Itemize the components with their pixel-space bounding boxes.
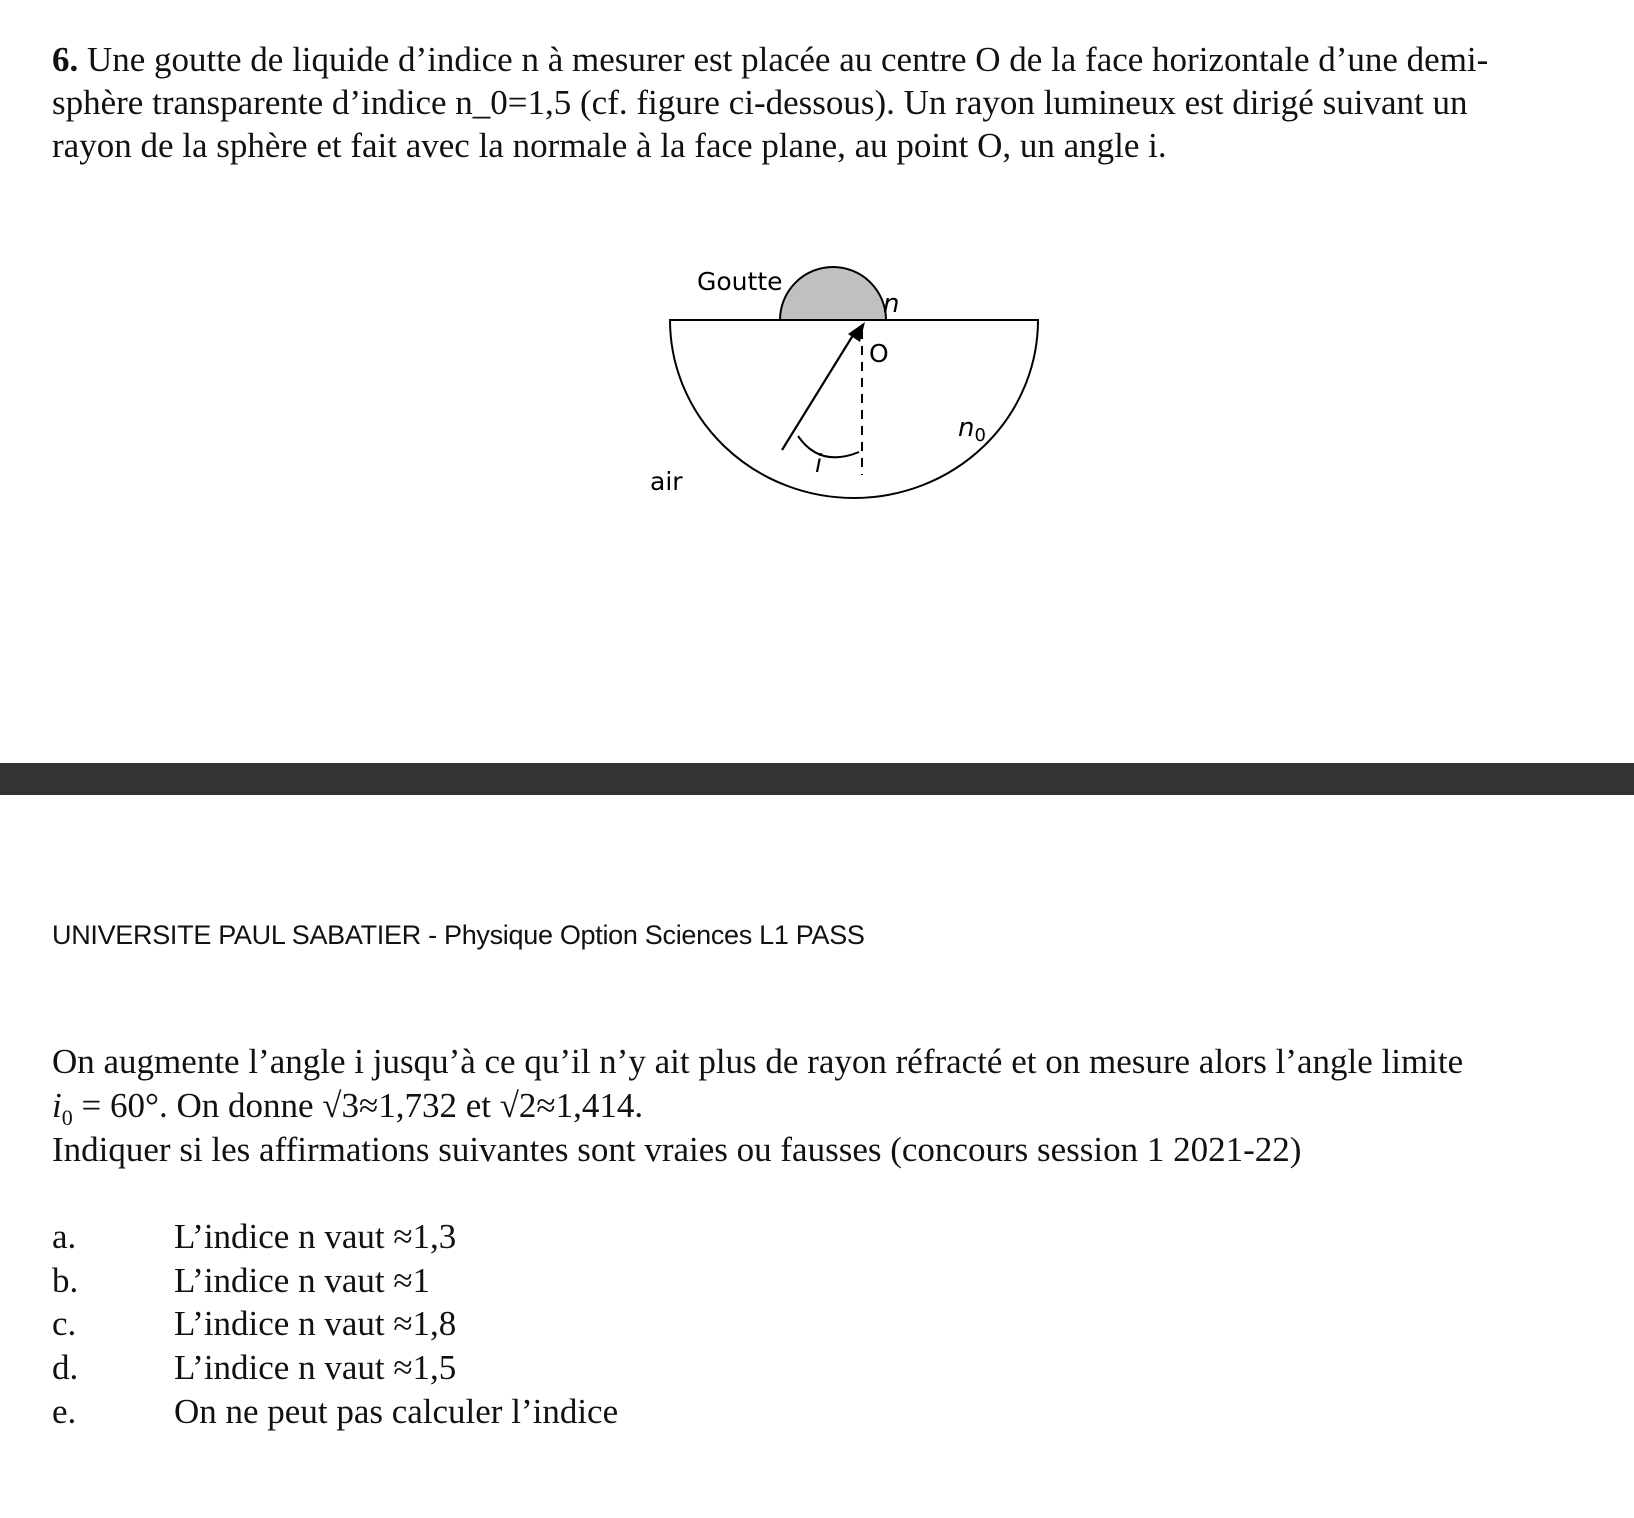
option-letter: d.: [52, 1348, 79, 1387]
angle-arc: [798, 436, 859, 457]
question-text: Une goutte de liquide d’indice n à mesurer est placée au centre O de la face horizontale d’une demi-: [78, 40, 1489, 79]
option-letter: a.: [52, 1217, 77, 1256]
question-line-3: rayon de la sphère et fait avec la normale à la face plane, au point O, un angle i.: [52, 126, 1167, 165]
i-label: i: [815, 449, 822, 478]
option-text: L’indice n vaut ≈1,5: [174, 1348, 457, 1387]
question-line-1: [52, 38, 1488, 81]
option-letter: b.: [52, 1261, 79, 1300]
half-sphere: [670, 320, 1038, 498]
goutte-label: Goutte: [697, 267, 783, 296]
o-label: O: [869, 339, 889, 368]
given-values: = 60°. On donne √3≈1,732 et √2≈1,414.: [72, 1086, 644, 1125]
option-letter: e.: [52, 1392, 77, 1431]
option-b: [52, 1259, 430, 1302]
n-label: n: [883, 289, 900, 319]
page-separator-bar: [0, 763, 1634, 795]
light-ray: [782, 332, 855, 450]
question-line-2: sphère transparente d’indice n_0=1,5 (cf. figure ci-dessous). Un rayon lumineux est dirigé suivant un: [52, 83, 1468, 122]
optics-figure: [640, 250, 1040, 520]
i0-variable: i: [52, 1086, 62, 1125]
continuation-line-1: On augmente l’angle i jusqu’à ce qu’il n’y ait plus de rayon réfracté et on mesure alors l’angle limite: [52, 1042, 1464, 1081]
option-a: [52, 1215, 456, 1258]
option-e: [52, 1390, 618, 1433]
option-text: L’indice n vaut ≈1,3: [174, 1217, 457, 1256]
option-d: [52, 1346, 456, 1389]
option-text: L’indice n vaut ≈1: [174, 1261, 431, 1300]
option-text: L’indice n vaut ≈1,8: [174, 1304, 457, 1343]
liquid-drop: [780, 267, 886, 320]
question-number: 6.: [52, 40, 79, 79]
i0-subscript: 0: [61, 1105, 73, 1130]
option-text: On ne peut pas calculer l’indice: [174, 1392, 619, 1431]
option-c: [52, 1302, 456, 1345]
page-header: UNIVERSITE PAUL SABATIER - Physique Option Sciences L1 PASS: [52, 920, 865, 950]
air-label: air: [650, 467, 683, 496]
option-letter: c.: [52, 1304, 77, 1343]
n0-label: n0: [958, 413, 986, 446]
continuation-line-3: Indiquer si les affirmations suivantes sont vraies ou fausses (concours session 1 2021-22): [52, 1130, 1302, 1169]
